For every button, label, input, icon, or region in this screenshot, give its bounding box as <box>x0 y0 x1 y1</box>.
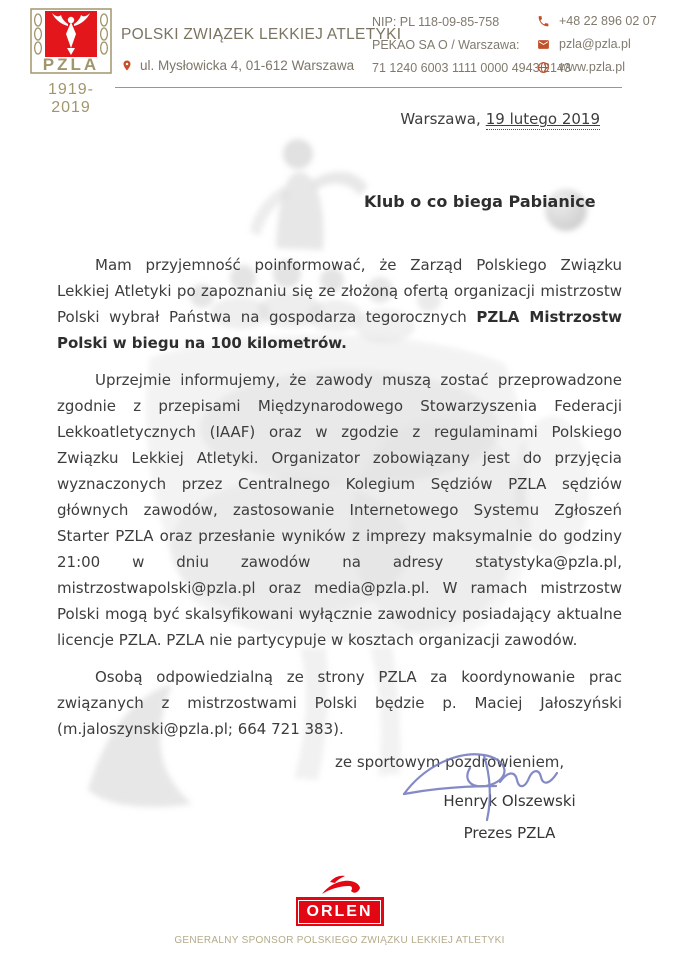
paragraph-3: Osobą odpowiedzialną ze strony PZLA za koordynowanie prac związanych z mistrzostwami Polski będzie p. Maciej Jałoszyński (m.jaloszynski@pzla.pl; 664 721 383). <box>57 668 622 738</box>
phone-icon <box>537 15 550 28</box>
logo-acronym: PZLA <box>42 55 100 74</box>
date-place: Warszawa, <box>400 110 481 128</box>
tax-id: NIP: PL 118-09-85-758 <box>372 15 500 29</box>
globe-icon <box>537 61 550 74</box>
orlen-logo <box>296 897 384 926</box>
website-row <box>537 60 657 75</box>
logo-years: 1919-2019 <box>48 81 94 116</box>
date-line <box>400 110 600 128</box>
header-divider <box>115 87 622 88</box>
org-address: ul. Mysłowicka 4, 01-612 Warszawa <box>140 58 355 73</box>
org-name: POLSKI ZWIĄZEK LEKKIEJ ATLETYKI <box>121 26 402 43</box>
bank-name: PEKAO SA O / Warszawa: <box>372 38 520 52</box>
bank-account: 71 1240 6003 1111 0000 4943 2143 <box>372 61 571 75</box>
pzla-crest-icon <box>30 8 112 74</box>
phone-row <box>537 14 657 29</box>
sponsor-footer <box>0 874 679 946</box>
closing-line: ze sportowym pozdrowieniem, <box>335 753 565 771</box>
paragraph-1 <box>57 252 622 356</box>
paragraph-2: Uprzejmie informujemy, że zawody muszą zostać przeprowadzone zgodnie z przepisami Międzynarodowego Stowarzyszenia Federacji Lekkoatletycznych (IAAF) oraz w zgodzie z regulaminami Polskiego Związku Lekkiej Atletyki. Organizator zobowiązany jest do przyjęcia wyznaczonych przez Centralnego Kolegium Sędziów PZLA sędziów głównych zawodów, zastosowanie Internetowego Systemu Zgłoszeń Starter PZLA oraz przesłanie wyników z imprezy maksymalnie do godziny 21:00 w dniu zawodów na adresy statystyka@pzla.pl, mistrzostwapolski@pzla.pl oraz media@pzla.pl. W ramach mistrzostw Polski mogą być skalsyfikowani wyłącznie zawodnicy posiadający aktualne licencje PZLA. PZLA nie partycypuje w kosztach organizacji zawodów. <box>57 371 622 649</box>
signer-title: Prezes PZLA <box>463 824 556 842</box>
email-address: pzla@pzla.pl <box>559 37 631 51</box>
sponsor-caption: GENERALNY SPONSOR POLSKIEGO ZWIĄZKU LEKKIEJ ATLETYKI <box>174 935 505 946</box>
addressee: Klub o co biega Pabianice <box>364 192 596 211</box>
orlen-logo-text: ORLEN <box>306 903 373 920</box>
email-row <box>537 37 657 52</box>
contact-info-column <box>537 14 657 75</box>
orlen-eagle-icon <box>316 874 364 896</box>
paragraph-1-bold-text: PZLA Mistrzostw Polski w biegu na 100 kilometrów. <box>57 308 622 352</box>
phone-number: +48 22 896 02 07 <box>559 14 657 28</box>
signer-name: Henryk Olszewski <box>443 792 576 810</box>
location-pin-icon <box>121 58 133 73</box>
org-address-row <box>121 58 354 73</box>
envelope-icon <box>537 38 550 51</box>
letter-body <box>57 252 622 849</box>
signature-block <box>402 785 617 849</box>
website-url: www.pzla.pl <box>559 60 625 74</box>
date-value: 19 lutego 2019 <box>485 110 600 128</box>
pzla-logo <box>29 8 113 117</box>
paragraph-1-text: Mam przyjemność poinformować, że Zarząd Polskiego Związku Lekkiej Atletyki po zapoznaniu się ze złożoną ofertą organizacji mistrzostw Polski wybrał Państwa na gospodarza tegorocznych <box>57 256 622 326</box>
